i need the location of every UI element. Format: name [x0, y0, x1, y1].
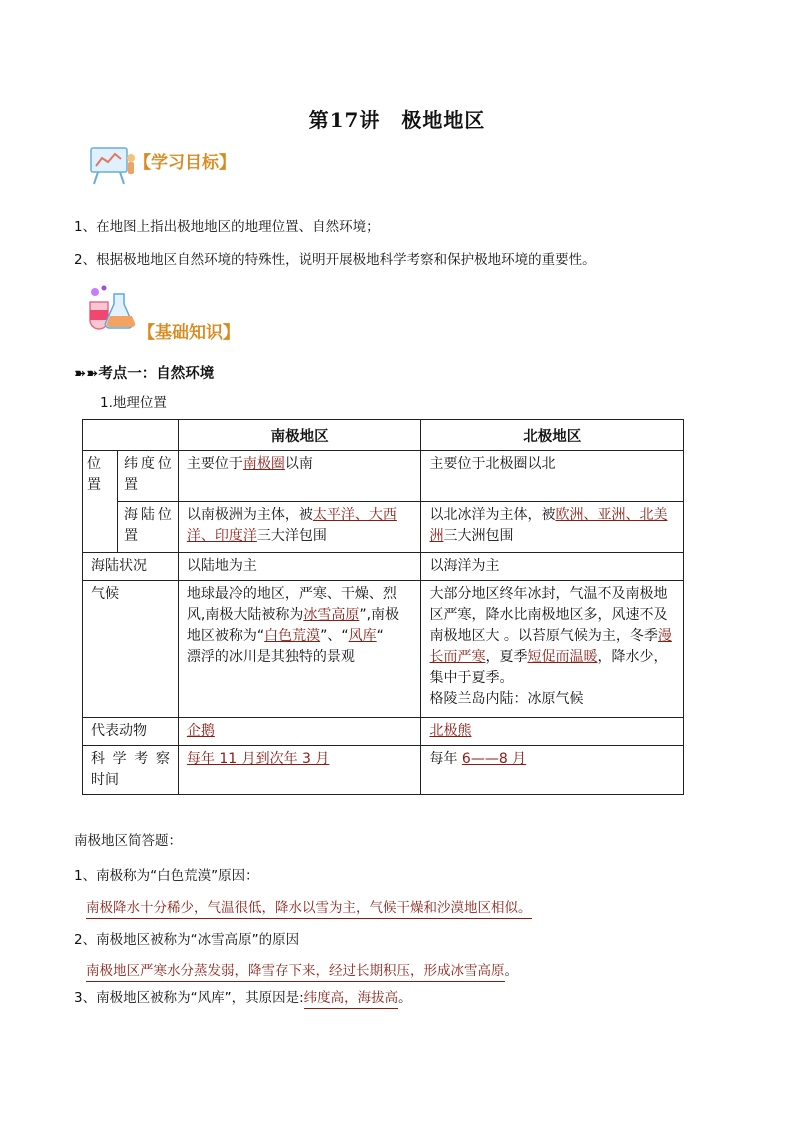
answer-2 — [86, 961, 518, 982]
survey-north-answer: 6——8 月 — [461, 751, 527, 767]
survey-label-2: 时间 — [91, 772, 119, 788]
sealand-south — [178, 502, 421, 553]
lat-north: 主要位于北极圈以北 — [421, 451, 684, 502]
sealand-label-text: 海陆位置 — [123, 507, 172, 544]
climate-south-3: ”,南极地区被称为“ — [186, 607, 400, 644]
answer-2-end: 。 — [504, 963, 518, 979]
header-south: 南极地区 — [178, 420, 421, 451]
table-row — [83, 746, 684, 795]
climate-north-6: 格陵兰岛内陆：冰原气候 — [429, 691, 584, 707]
point-title — [74, 362, 214, 383]
answer-1-text: 南极降水十分稀少，气温很低，降水以雪为主，气候干燥和沙漠地区相似。 — [86, 898, 532, 919]
pos-label: 位置 — [83, 451, 118, 553]
sealand-south-c: 三大洋包围 — [256, 528, 327, 544]
header-north: 北极地区 — [421, 420, 684, 451]
climate-south-answer-2: 白色荒漠 — [264, 628, 321, 644]
geo-table — [82, 419, 684, 795]
animal-north — [421, 718, 684, 746]
table-row — [83, 553, 684, 581]
climate-north-answer-2: 短促而温暖 — [527, 649, 598, 665]
lat-label — [117, 451, 178, 502]
whiteboard-icon — [88, 144, 138, 186]
climate-label: 气候 — [83, 581, 179, 718]
survey-north — [421, 746, 684, 795]
sub-title: 1.地理位置 — [100, 395, 167, 411]
table-row — [83, 502, 684, 553]
status-south: 以陆地为主 — [178, 553, 421, 581]
answer-1 — [86, 898, 532, 919]
lat-south — [178, 451, 421, 502]
table-row — [83, 451, 684, 502]
answer-2-text: 南极地区严寒水分蒸发弱，降雪存下来，经过长期积压，形成冰雪高原 — [86, 961, 505, 982]
climate-north-answer-1: 漫长而严寒 — [429, 628, 672, 665]
sealand-label — [117, 502, 178, 553]
survey-label-1: 科学考察 — [91, 751, 170, 767]
question-1: 1、南极称为“白色荒漠”原因： — [74, 868, 259, 884]
objectives-heading: 【学习目标】 — [134, 153, 236, 173]
basics-heading: 【基础知识】 — [138, 323, 240, 343]
point-title-text: 考点一：自然环境 — [98, 366, 215, 382]
qa-heading: 南极地区简答题： — [74, 833, 182, 849]
lat-south-answer: 南极圈 — [242, 456, 285, 472]
question-2: 2、南极地区被称为“冰雪高原”的原因 — [74, 932, 300, 948]
table-header-row — [83, 420, 684, 451]
arrow-icon: ➽➽ — [74, 366, 99, 382]
climate-south-5: ”、“ — [320, 628, 349, 644]
objective-item-2: 2、根据极地地区自然环境的特殊性，说明开展极地科学考察和保护极地环境的重要性。 — [74, 252, 596, 268]
objective-item-1: 1、在地图上指出极地地区的地理位置、自然环境； — [74, 219, 380, 235]
climate-north-1: 大部分地区终年冰封，气温不及南极地区严寒，降水比南极地区多，风速不及南极地区大 。以苔原气候为主，冬季 — [429, 586, 668, 644]
page-title: 第17讲 极地地区 — [308, 108, 486, 132]
climate-south-1: 地球最冷的地区，严寒、干燥、烈风,南极大陆被称为 — [186, 586, 397, 623]
sealand-north — [421, 502, 684, 553]
sealand-north-a: 以北冰洋为主体，被 — [429, 507, 556, 523]
table-row — [83, 718, 684, 746]
sealand-south-a: 以南极洲为主体，被 — [186, 507, 313, 523]
lat-label-text: 纬度位置 — [123, 456, 172, 493]
question-3 — [74, 988, 412, 1009]
table-row — [83, 581, 684, 718]
climate-south — [178, 581, 421, 718]
status-north: 以海洋为主 — [421, 553, 684, 581]
sealand-south-answer: 太平洋、大西洋、印度洋 — [186, 507, 397, 544]
question-3-text: 3、南极地区被称为“风库”，其原因是: — [74, 990, 304, 1006]
survey-label — [83, 746, 179, 795]
animal-north-answer: 北极熊 — [429, 723, 472, 739]
sealand-north-answer: 欧洲、亚洲、北美洲 — [429, 507, 668, 544]
climate-south-8: 漂浮的冰川是其独特的景观 — [186, 649, 355, 665]
climate-south-7: “ — [376, 628, 384, 644]
lat-south-c: 以南 — [284, 456, 313, 472]
climate-north-3: ，夏季 — [485, 649, 528, 665]
climate-south-answer-1: 冰雪高原 — [303, 607, 360, 623]
climate-north-5: ，降水少，集中于夏季。 — [429, 649, 668, 686]
animal-label: 代表动物 — [83, 718, 179, 746]
survey-south-answer: 每年 11 月到次年 3 月 — [186, 751, 330, 767]
answer-3-text: 纬度高，海拔高 — [304, 988, 399, 1009]
flask-icon — [86, 284, 136, 332]
animal-south-answer: 企鹅 — [186, 723, 215, 739]
question-3-end: 。 — [398, 990, 412, 1006]
table-header-empty — [83, 420, 179, 451]
sealand-north-c: 三大洲包围 — [443, 528, 514, 544]
lat-south-a: 主要位于 — [186, 456, 243, 472]
climate-north — [421, 581, 684, 718]
survey-south — [178, 746, 421, 795]
survey-north-a: 每年 — [429, 751, 462, 767]
status-label: 海陆状况 — [83, 553, 179, 581]
climate-south-answer-3: 风库 — [348, 628, 377, 644]
animal-south — [178, 718, 421, 746]
